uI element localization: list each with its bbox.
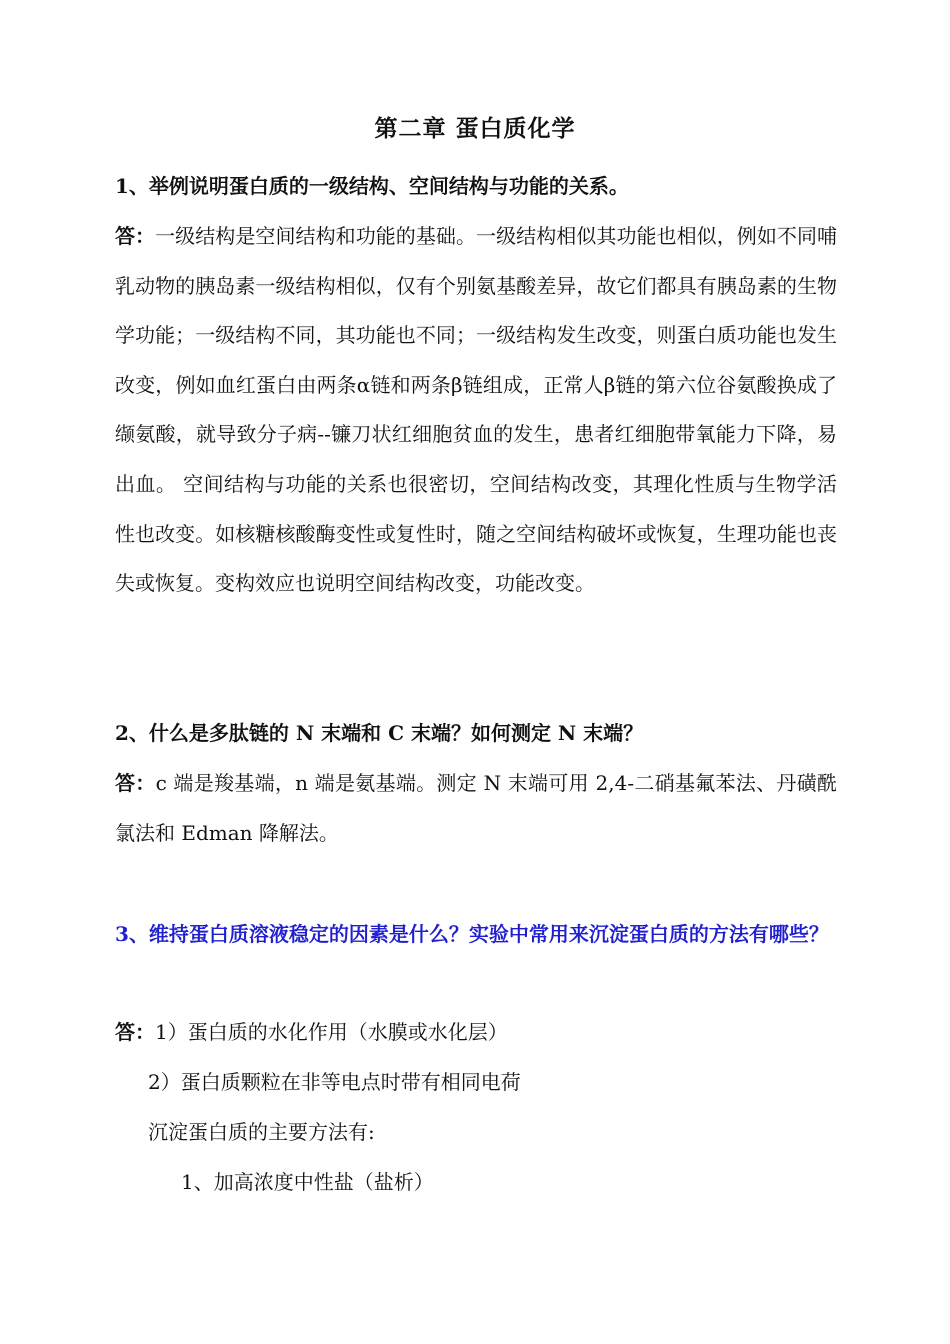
answer-3-item-1-text: 1）蛋白质的水化作用（水膜或水化层） <box>155 1020 508 1044</box>
question-1: 1、举例说明蛋白质的一级结构、空间结构与功能的关系。 <box>115 174 629 198</box>
chapter-title: 第二章 蛋白质化学 <box>374 115 576 142</box>
answer-2-text: c 端是羧基端，n 端是氨基端。测定 N 末端可用 2,4-二硝基氟苯法、丹磺酰氯法和 Edman 降解法。 <box>115 771 837 845</box>
answer-1-text: 一级结构是空间结构和功能的基础。一级结构相似其功能也相似，例如不同哺乳动物的胰岛素一级结构相似，仅有个别氨基酸差异，故它们都具有胰岛素的生物学功能；一级结构不同，其功能也不同；一级结构发生改变，则蛋白质功能也发生改变，例如血红蛋白由两条α链和两条β链组成，正常人β链的第六位谷氨酸换成了缬氨酸，就导致分子病--镰刀状红细胞贫血的发生，患者红细胞带氧能力下降，易出血。 空间结构与功能的关系也很密切，空间结构改变，其理化性质与生物学活性也改变。如核糖核酸酶变性或复性时，随之空间结构破坏或恢复，生理功能也丧失或恢复。变构效应也说明空间结构改变，功能改变。 <box>115 224 838 596</box>
question-2: 2、什么是多肽链的 N 末端和 C 末端？如何测定 N 末端？ <box>115 721 644 745</box>
question-3: 3、维持蛋白质溶液稳定的因素是什么？实验中常用来沉淀蛋白质的方法有哪些？ <box>115 922 829 946</box>
answer-3-item-1 <box>115 1016 508 1045</box>
answer-2 <box>115 759 837 858</box>
answer-label: 答： <box>115 771 156 795</box>
methods-heading: 沉淀蛋白质的主要方法有: <box>148 1120 375 1144</box>
answer-label: 答： <box>115 224 156 248</box>
method-item-1: 1、加高浓度中性盐（盐析） <box>181 1170 434 1194</box>
answer-3-item-2: 2）蛋白质颗粒在非等电点时带有相同电荷 <box>148 1070 521 1094</box>
answer-label: 答： <box>115 1020 155 1044</box>
answer-1 <box>115 212 837 609</box>
